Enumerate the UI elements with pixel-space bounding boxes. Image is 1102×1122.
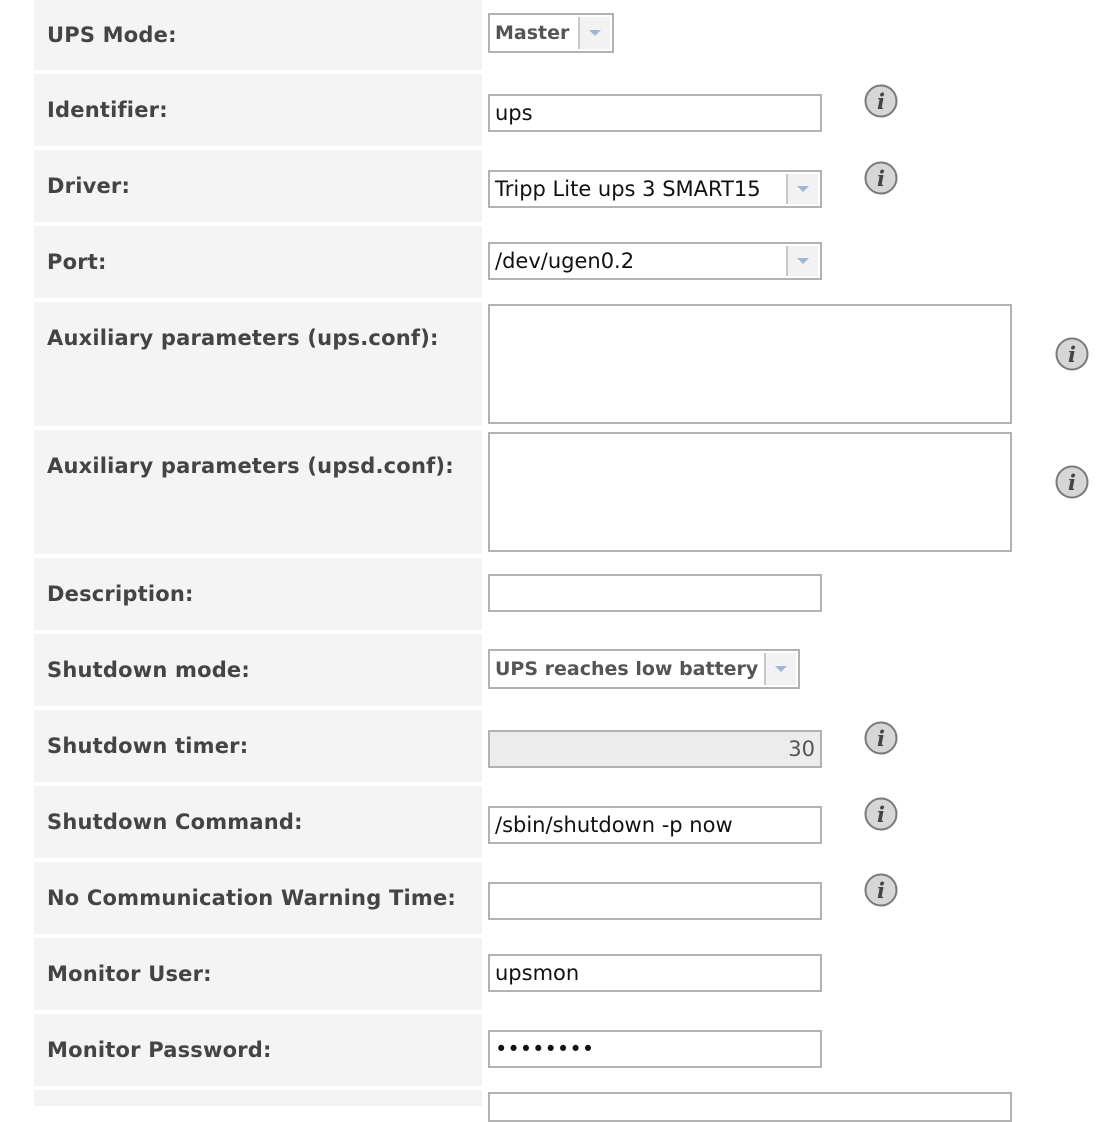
ups-mode-value: Master bbox=[495, 22, 570, 44]
chevron-down-icon[interactable] bbox=[786, 246, 818, 276]
row-aux-upsd bbox=[0, 430, 1102, 554]
info-icon[interactable] bbox=[1055, 337, 1089, 371]
next-row-label bbox=[34, 1090, 482, 1106]
chevron-down-icon[interactable] bbox=[764, 653, 796, 685]
info-icon[interactable] bbox=[864, 873, 898, 907]
row-identifier bbox=[0, 74, 1102, 146]
shutdown-command-label: Shutdown Command: bbox=[34, 786, 482, 858]
driver-value: Tripp Lite ups 3 SMART15 bbox=[495, 177, 761, 201]
row-monitor-password bbox=[0, 1014, 1102, 1086]
description-input[interactable] bbox=[488, 574, 822, 612]
svg-text:i: i bbox=[877, 726, 885, 751]
next-row-textarea[interactable] bbox=[488, 1092, 1012, 1122]
driver-select[interactable] bbox=[488, 170, 822, 208]
shutdown-mode-value: UPS reaches low battery bbox=[495, 658, 759, 680]
monitor-password-input[interactable] bbox=[488, 1030, 822, 1068]
row-shutdown-mode bbox=[0, 634, 1102, 706]
svg-text:i: i bbox=[877, 878, 885, 903]
row-next-partial bbox=[0, 1090, 1102, 1106]
svg-text:i: i bbox=[877, 802, 885, 827]
row-nocomm-warn bbox=[0, 862, 1102, 934]
nocomm-warn-label: No Communication Warning Time: bbox=[34, 862, 482, 934]
nocomm-warn-input[interactable] bbox=[488, 882, 822, 920]
monitor-user-input[interactable] bbox=[488, 954, 822, 992]
shutdown-command-input[interactable] bbox=[488, 806, 822, 844]
info-icon[interactable] bbox=[864, 161, 898, 195]
identifier-input[interactable] bbox=[488, 94, 822, 132]
shutdown-mode-select[interactable] bbox=[488, 649, 800, 689]
shutdown-timer-label: Shutdown timer: bbox=[34, 710, 482, 782]
row-aux-ups bbox=[0, 302, 1102, 426]
port-label: Port: bbox=[34, 226, 482, 298]
ups-mode-label: UPS Mode: bbox=[34, 0, 482, 70]
monitor-user-label: Monitor User: bbox=[34, 938, 482, 1010]
aux-ups-textarea[interactable] bbox=[488, 304, 1012, 424]
row-description bbox=[0, 558, 1102, 630]
monitor-password-label: Monitor Password: bbox=[34, 1014, 482, 1086]
info-icon[interactable] bbox=[864, 721, 898, 755]
info-icon[interactable] bbox=[864, 797, 898, 831]
row-driver bbox=[0, 150, 1102, 222]
ups-mode-select[interactable] bbox=[488, 13, 614, 53]
row-monitor-user bbox=[0, 938, 1102, 1010]
aux-upsd-label: Auxiliary parameters (upsd.conf): bbox=[34, 430, 482, 554]
row-ups-mode bbox=[0, 0, 1102, 70]
description-label: Description: bbox=[34, 558, 482, 630]
chevron-down-icon[interactable] bbox=[578, 17, 610, 49]
shutdown-mode-label: Shutdown mode: bbox=[34, 634, 482, 706]
port-value: /dev/ugen0.2 bbox=[495, 249, 635, 273]
shutdown-timer-input bbox=[488, 730, 822, 768]
info-icon[interactable] bbox=[1055, 465, 1089, 499]
row-shutdown-command bbox=[0, 786, 1102, 858]
svg-text:i: i bbox=[877, 89, 885, 114]
aux-upsd-textarea[interactable] bbox=[488, 432, 1012, 552]
row-shutdown-timer bbox=[0, 710, 1102, 782]
aux-ups-label: Auxiliary parameters (ups.conf): bbox=[34, 302, 482, 426]
chevron-down-icon[interactable] bbox=[786, 174, 818, 204]
svg-text:i: i bbox=[1068, 342, 1076, 367]
driver-label: Driver: bbox=[34, 150, 482, 222]
svg-text:i: i bbox=[877, 166, 885, 191]
svg-text:i: i bbox=[1068, 470, 1076, 495]
port-select[interactable] bbox=[488, 242, 822, 280]
info-icon[interactable] bbox=[864, 84, 898, 118]
row-port bbox=[0, 226, 1102, 298]
identifier-label: Identifier: bbox=[34, 74, 482, 146]
